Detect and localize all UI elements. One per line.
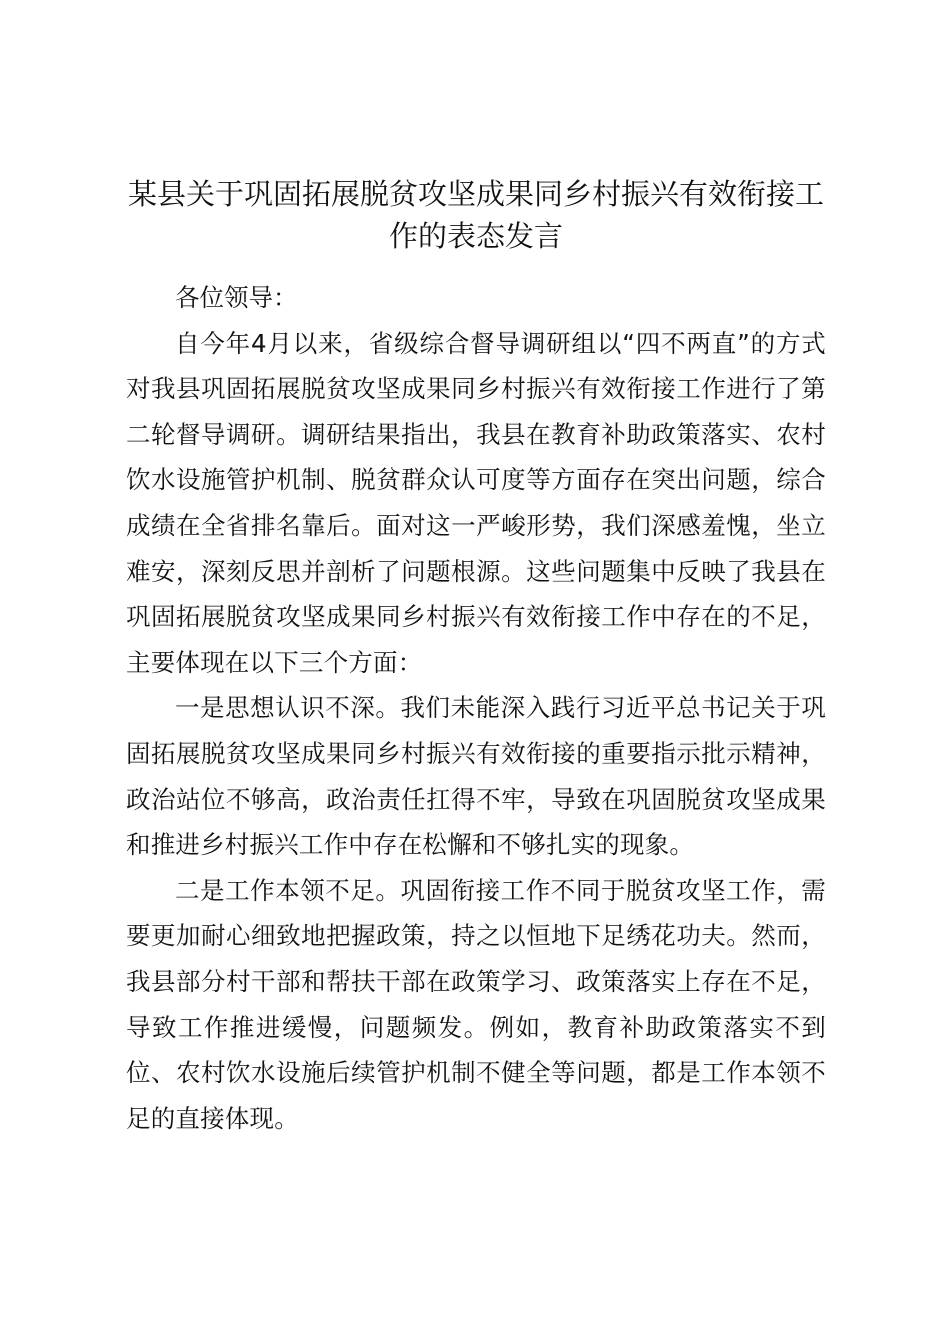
- salutation: 各位领导：: [175, 283, 298, 312]
- paragraph-point-two: 二是工作本领不足。巩固衔接工作不同于脱贫攻坚工作，需要更加耐心细致地把握政策，持之以恒地下足绣花功夫。然而，我县部分村干部和帮扶干部在政策学习、政策落实上存在不足，导致工作推进缓慢，问题频发。例如，教育补助政策落实不到位、农村饮水设施后续管护机制不健全等问题，都是工作本领不足的直接体现。: [126, 875, 826, 1133]
- document-body: [126, 275, 826, 1141]
- document-title: 某县关于巩固拓展脱贫攻坚成果同乡村振兴有效衔接工作的表态发言: [127, 177, 824, 253]
- paragraph-point-one: 一是思想认识不深。我们未能深入践行习近平总书记关于巩固拓展脱贫攻坚成果同乡村振兴有效衔接的重要指示批示精神，政治站位不够高，政治责任扛得不牢，导致在巩固脱贫攻坚成果和推进乡村振兴工作中存在松懈和不够扎实的现象。: [126, 693, 826, 860]
- paragraph-intro: 自今年4月以来，省级综合督导调研组以“四不两直”的方式对我县巩固拓展脱贫攻坚成果同乡村振兴有效衔接工作进行了第二轮督导调研。调研结果指出，我县在教育补助政策落实、农村饮水设施管护机制、脱贫群众认可度等方面存在突出问题，综合成绩在全省排名靠后。面对这一严峻形势，我们深感羞愧，坐立难安，深刻反思并剖析了问题根源。这些问题集中反映了我县在巩固拓展脱贫攻坚成果同乡村振兴有效衔接工作中存在的不足，主要体现在以下三个方面：: [126, 328, 826, 677]
